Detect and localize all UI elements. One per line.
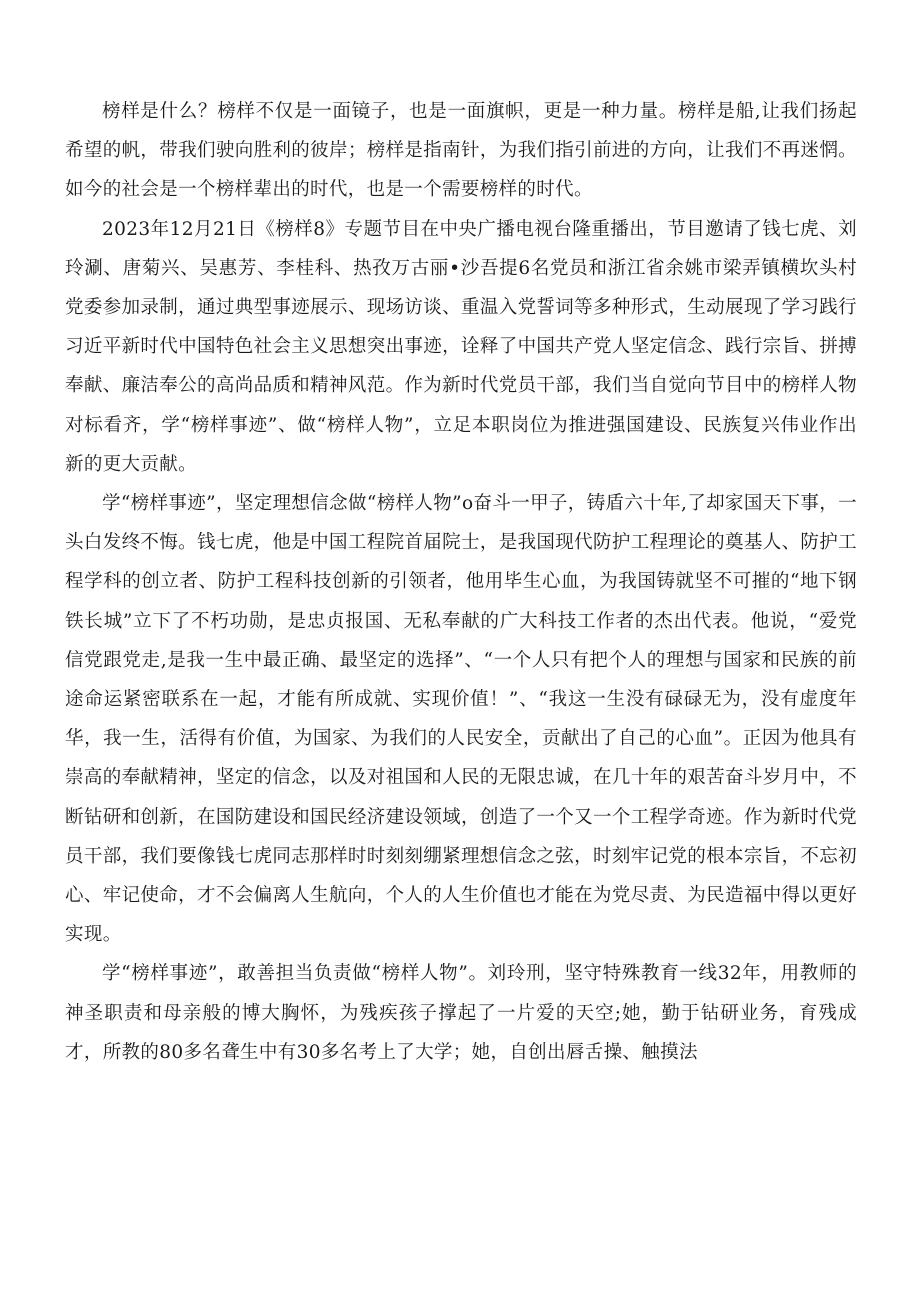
- paragraph-3: 学“榜样事迹”，坚定理想信念做“榜样人物”o奋斗一甲子，铸盾六十年,了却家国天下事，一头白发终不悔。钱七虎，他是中国工程院首届院士，是我国现代防护工程理论的奠基人、防护工程学科的创立者、防护工程科技创新的引领者，他用毕生心血，为我国铸就坚不可摧的“地下钢铁长城”立下了不朽功勋，是忠贞报国、无私奉献的广大科技工作者的杰出代表。他说，“爱党信党跟党走,是我一生中最正确、最坚定的选择”、“一个人只有把个人的理想与国家和民族的前途命运紧密联系在一起，才能有所成就、实现价值！”、“我这一生没有碌碌无为，没有虚度年华，我一生，活得有价值，为国家、为我们的人民安全，贡献出了自己的心血”。正因为他具有崇高的奉献精神，坚定的信念，以及对祖国和人民的无限忠诚，在几十年的艰苦奋斗岁月中，不断钻研和创新，在国防建设和国民经济建设领域，创造了一个又一个工程学奇迹。作为新时代党员干部，我们要像钱七虎同志那样时时刻刻绷紧理想信念之弦，时刻牢记党的根本宗旨，不忘初心、牢记使命，才不会偏离人生航向，个人的人生价值也才能在为党尽责、为民造福中得以更好实现。: [65, 493, 857, 946]
- paragraph-4: 学“榜样事迹”，敢善担当负责做“榜样人物”。刘玲刑，坚守特殊教育一线32年，用教师的神圣职责和母亲般的博大胸怀，为残疾孩子撑起了一片爱的天空;她，勤于钻研业务，育残成才，所教的80多名聋生中有30多名考上了大学；她，自创出唇舌操、触摸法: [65, 963, 857, 1063]
- paragraph-2: 2023年12月21日《榜样8》专题节目在中央广播电视台隆重播出，节目邀请了钱七虎、刘玲涮、唐菊兴、吴惠芳、李桂科、热孜万古丽•沙吾提6名党员和浙江省余姚市梁弄镇横坎头村党委参加录制，通过典型事迹展示、现场访谈、重温入党誓词等多种形式，生动展现了学习践行习近平新时代中国特色社会主义思想突出事迹，诠释了中国共产党人坚定信念、践行宗旨、拼搏奉献、廉洁奉公的高尚品质和精神风范。作为新时代党员干部，我们当自觉向节目中的榜样人物对标看齐，学“榜样事迹”、做“榜样人物”，立足本职岗位为推进强国建设、民族复兴伟业作出新的更大贡献。: [65, 218, 857, 475]
- paragraph-1: 榜样是什么？榜样不仅是一面镜子，也是一面旗帜，更是一种力量。榜样是船,让我们扬起希望的帆，带我们驶向胜利的彼岸；榜样是指南针，为我们指引前进的方向，让我们不再迷惘。如今的社会是一个榜样辈出的时代，也是一个需要榜样的时代。: [65, 101, 857, 201]
- document-body: [65, 92, 857, 1072]
